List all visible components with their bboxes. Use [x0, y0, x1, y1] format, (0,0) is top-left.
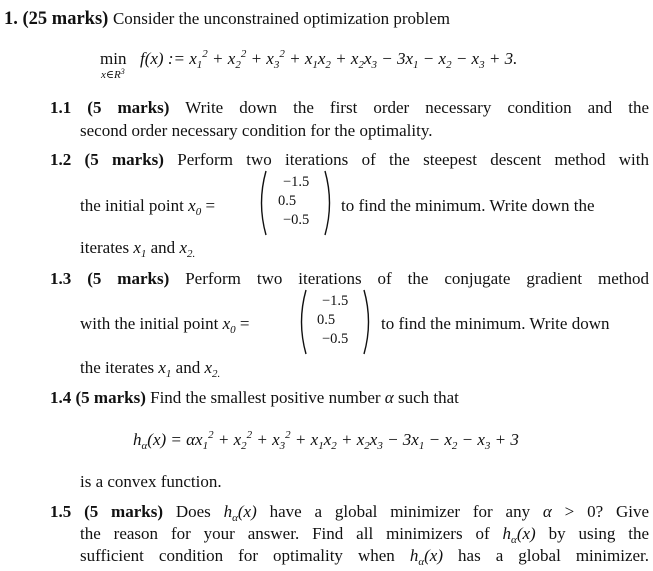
part-1-5-line1: 1.5 (5 marks) Does $h_\alpha(x)$ have a global minimizer for any α > 0? Give: [50, 502, 649, 524]
left-paren-1-3: [296, 289, 308, 355]
part-1-4-label: 1.4 (5 marks): [50, 388, 146, 407]
problem-marks: (25 marks): [22, 9, 109, 29]
part-1-1-label: 1.1 (5 marks): [50, 98, 170, 117]
vector-entry: 0.5: [317, 312, 336, 328]
objective-expression: $x_1^2 + x_2^2 + x_3^2 + x_1x_2 + x_2x_3 - 3x_1 - x_2 - x_3 + 3$.: [189, 48, 518, 71]
part-1-3-line1: 1.3 (5 marks) Perform two iterations of the conjugate gradient method: [50, 269, 650, 288]
part-1-5-line2: the reason for your answer. Find all minimizers of $h_\alpha(x)$ by using the: [80, 524, 650, 546]
part-1-2-label: 1.2 (5 marks): [50, 150, 164, 169]
part-1-5-line3: sufficient condition for optimality when $h_\alpha(x)$ has a global minimizer.: [80, 546, 650, 568]
vector-entry: −0.5: [283, 212, 310, 228]
vector-entry: 0.5: [278, 193, 297, 209]
part-1-3-after: to find the minimum. Write down: [381, 314, 610, 333]
vector-entry: −1.5: [322, 293, 349, 309]
part-1-5-label: 1.5 (5 marks): [50, 502, 163, 521]
part-1-4-line1: 1.4 (5 marks) Find the smallest positive number α such that: [50, 388, 459, 407]
part-1-3-last: the iterates $x_1$ and $x_{2.}$: [80, 358, 221, 380]
part-1-4-after: is a convex function.: [80, 472, 222, 491]
initial-point-vector-1-3: [313, 292, 348, 349]
part-1-2-last: iterates $x_1$ and $x_{2.}$: [80, 238, 196, 260]
right-paren-1-2: [323, 170, 335, 236]
part-1-1-line1: 1.1 (5 marks) Write down the first order necessary condition and the: [50, 98, 649, 117]
min-operator: min: [100, 49, 127, 68]
vector-entry: −1.5: [283, 174, 310, 190]
problem-intro: Consider the unconstrained optimization problem: [112, 9, 451, 28]
part-1-3-initial: with the initial point $x_0$ =: [80, 314, 250, 336]
objective-function: f(x) := $x_1^2 + x_2^2 + x_3^2 + x_1x_2 + x_2x_3 - 3x_1 - x_2 - x_3 + 3$.: [140, 48, 518, 71]
initial-point-vector-1-2: [274, 173, 309, 230]
part-1-2-initial: the initial point $x_0$ =: [80, 196, 216, 218]
part-1-2-line1: 1.2 (5 marks) Perform two iterations of the steepest descent method with: [50, 150, 649, 169]
h-alpha-equation: $h_\alpha(x) = \alpha x_1^2 + x_2^2 + x_3^2 + x_1x_2 + x_2x_3 - 3x_1 - x_2 - x_3 + 3$: [133, 429, 519, 452]
problem-header: [4, 7, 450, 31]
objective-domain: $x\in R^3$: [101, 67, 125, 81]
part-1-3-label: 1.3 (5 marks): [50, 269, 170, 288]
right-paren-1-3: [362, 289, 374, 355]
problem-number: 1.: [4, 9, 18, 29]
part-1-1-line2: second order necessary condition for the optimality.: [80, 121, 433, 140]
vector-entry: −0.5: [322, 331, 349, 347]
left-paren-1-2: [256, 170, 268, 236]
part-1-2-after: to find the minimum. Write down the: [341, 196, 595, 215]
